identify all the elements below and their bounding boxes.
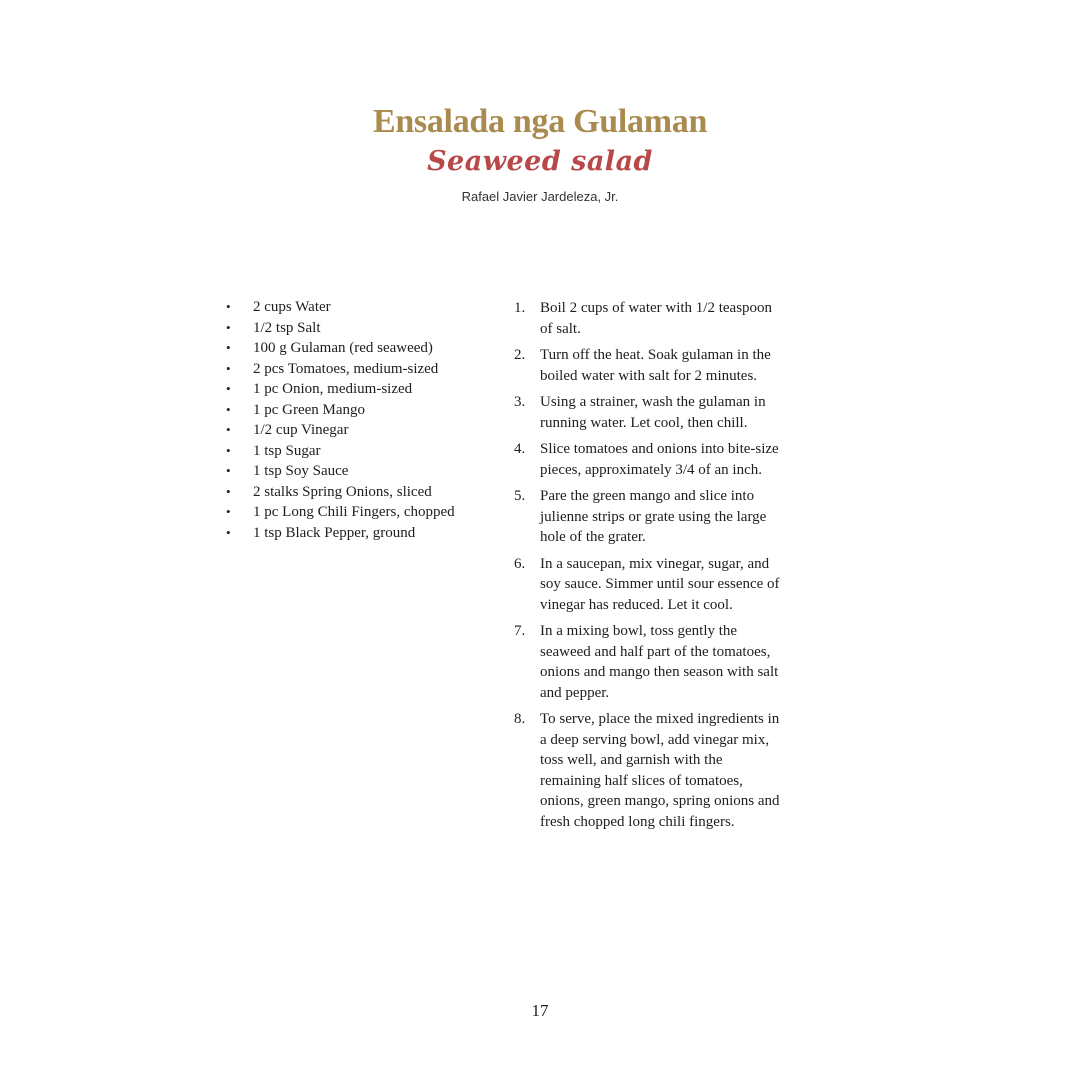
recipe-subtitle: Seaweed salad xyxy=(427,146,653,177)
ingredient-item xyxy=(226,523,486,544)
ingredient-text: 1 pc Green Mango xyxy=(253,401,366,418)
step-text: In a saucepan, mix vinegar, sugar, and soy sauce. Simmer until sour essence of vinegar has reduced. Let it cool. xyxy=(540,555,780,613)
bullet-icon: • xyxy=(226,463,231,478)
step-text: Using a strainer, wash the gulaman in running water. Let cool, then chill. xyxy=(540,394,766,431)
bullet-icon: • xyxy=(226,299,231,314)
bullet-icon: • xyxy=(226,401,231,417)
ingredient-text: 100 g Gulaman (red seaweed) xyxy=(253,340,433,356)
bullet-icon: • xyxy=(226,360,231,376)
step-number: 7. xyxy=(514,623,526,639)
ingredient-item xyxy=(226,461,486,482)
ingredient-item xyxy=(226,297,486,318)
recipe-author: Rafael Javier Jardeleza, Jr. xyxy=(461,189,619,204)
step-text: Boil 2 cups of water with 1/2 teaspoon of salt. xyxy=(540,300,773,337)
ingredient-item xyxy=(226,441,486,462)
step-number: 3. xyxy=(514,394,526,410)
bullet-icon: • xyxy=(226,524,231,540)
ingredient-item xyxy=(226,318,486,339)
ingredient-text: 1/2 cup Vinegar xyxy=(253,422,349,438)
step-item xyxy=(512,486,782,548)
step-item xyxy=(512,554,782,616)
ingredient-text: 2 stalks Spring Onions, sliced xyxy=(253,483,432,500)
recipe-title: Ensalada nga Gulaman xyxy=(372,103,708,140)
step-item xyxy=(512,392,782,433)
ingredient-item xyxy=(226,359,486,380)
ingredient-item xyxy=(226,502,486,523)
bullet-icon: • xyxy=(226,422,231,437)
ingredient-item xyxy=(226,379,486,400)
ingredient-text: 1/2 tsp Salt xyxy=(253,319,321,336)
steps-list xyxy=(512,298,782,838)
step-number: 6. xyxy=(514,555,526,572)
step-item xyxy=(512,345,782,386)
ingredient-item xyxy=(226,338,486,359)
step-number: 4. xyxy=(514,441,526,457)
step-number: 8. xyxy=(514,711,526,727)
ingredient-item xyxy=(226,482,486,503)
step-item xyxy=(512,298,782,339)
step-text: Turn off the heat. Soak gulaman in the boiled water with salt for 2 minutes. xyxy=(540,347,771,384)
recipe-header xyxy=(0,100,1080,206)
ingredient-item xyxy=(226,420,486,441)
bullet-icon: • xyxy=(226,483,231,499)
step-item xyxy=(512,439,782,480)
ingredient-text: 1 pc Onion, medium-sized xyxy=(253,381,413,397)
step-text: Pare the green mango and slice into julienne strips or grate using the large hole of the grater. xyxy=(540,488,767,545)
ingredient-text: 1 tsp Black Pepper, ground xyxy=(253,524,416,541)
step-number: 1. xyxy=(514,300,526,316)
bullet-icon: • xyxy=(226,319,231,335)
step-text: To serve, place the mixed ingredients in a deep serving bowl, add vinegar mix, toss well, and garnish with the remaining half slices of tomatoes, onions, green mango, spring onions and fresh chopped long chili fingers. xyxy=(540,711,780,830)
ingredient-text: 1 pc Long Chili Fingers, chopped xyxy=(253,504,455,520)
page-number: 17 xyxy=(531,1001,549,1020)
step-text: In a mixing bowl, toss gently the seaweed and half part of the tomatoes, onions and mango then season with salt and pepper. xyxy=(540,623,779,701)
bullet-icon: • xyxy=(226,504,231,519)
ingredient-text: 1 tsp Sugar xyxy=(253,442,321,459)
ingredient-text: 2 cups Water xyxy=(253,299,331,315)
step-item xyxy=(512,621,782,703)
bullet-icon: • xyxy=(226,340,231,355)
bullet-icon: • xyxy=(226,381,231,396)
ingredients-list xyxy=(226,297,486,543)
ingredient-item xyxy=(226,400,486,421)
step-text: Slice tomatoes and onions into bite-size pieces, approximately 3/4 of an inch. xyxy=(540,441,779,478)
step-number: 2. xyxy=(514,347,526,363)
bullet-icon: • xyxy=(226,442,231,458)
ingredient-text: 2 pcs Tomatoes, medium-sized xyxy=(253,360,439,377)
step-item xyxy=(512,709,782,832)
step-number: 5. xyxy=(514,488,526,504)
ingredient-text: 1 tsp Soy Sauce xyxy=(253,463,349,479)
